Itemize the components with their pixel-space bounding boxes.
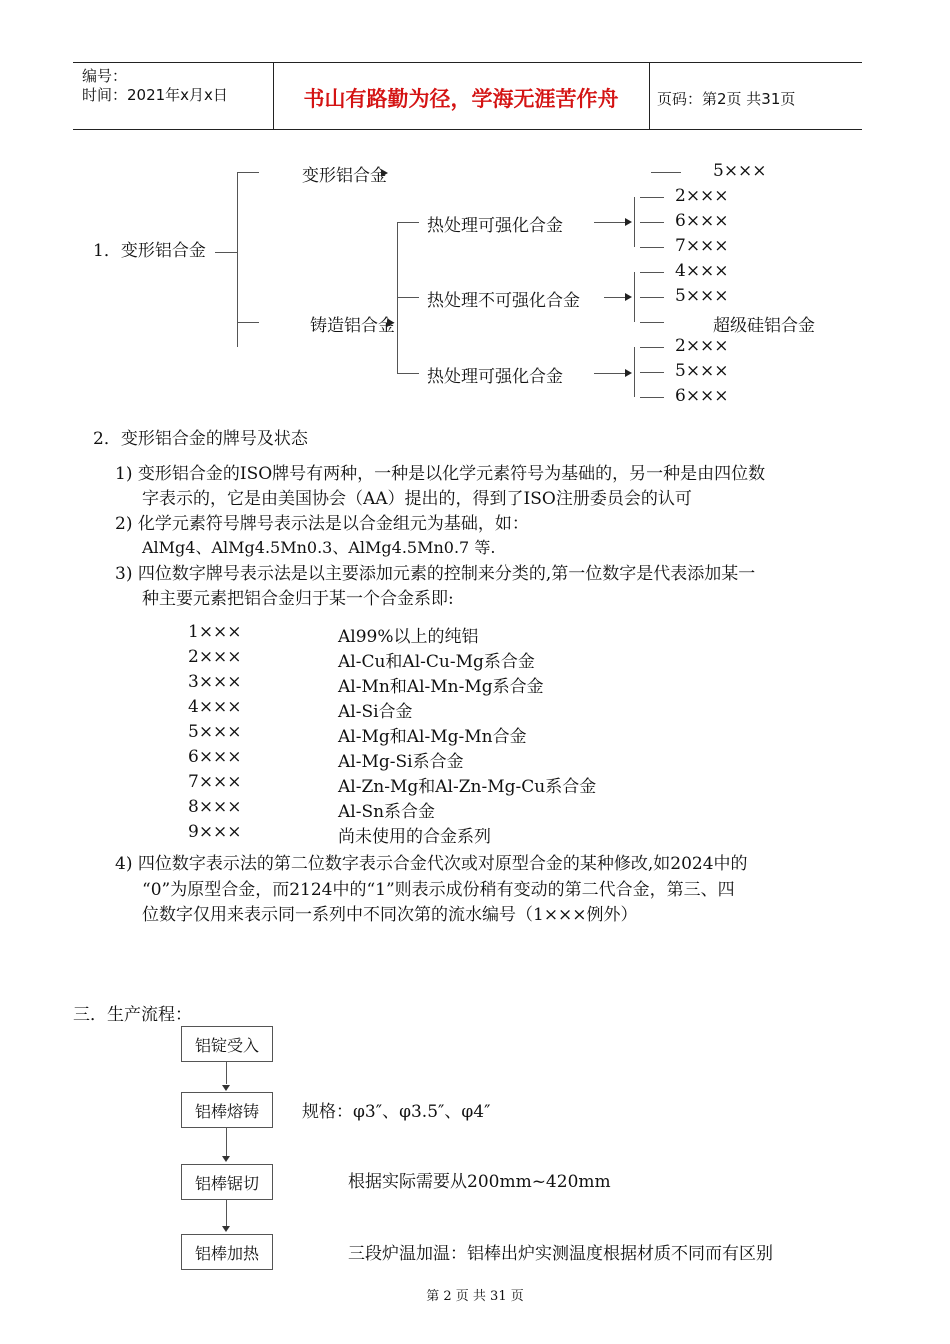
tree-line [215, 252, 237, 253]
paragraph-line: 4) 四位数字表示法的第二位数字表示合金代次或对原型合金的某种修改,如2024中的 [115, 854, 748, 874]
tree-line [651, 172, 681, 173]
flow-step-label: 铝棒锯切 [194, 1173, 259, 1193]
page-number-label: 页码：第2页 共31页 [657, 90, 796, 108]
paragraph-line: 位数字仅用来表示同一系列中不同次第的流水编号（1×××例外） [142, 905, 638, 925]
series-description: Al-Cu和Al-Cu-Mg系合金 [338, 652, 535, 672]
non-heat-treatable-label: 热处理不可强化合金 [427, 291, 580, 311]
series-description: Al-Sn系合金 [338, 802, 436, 822]
tree-bracket [634, 197, 635, 247]
group3-item: 2××× [675, 336, 729, 356]
series-code: 5××× [188, 722, 242, 742]
group1-item: 7××× [675, 236, 729, 256]
tree-line [640, 247, 664, 248]
tree-line [397, 222, 419, 223]
series-code: 2××× [188, 647, 242, 667]
group3-item: 6××× [675, 386, 729, 406]
series-code: 1××× [188, 622, 242, 642]
paragraph-line: 字表示的，它是由美国协会（AA）提出的，得到了ISO注册委员会的认可 [142, 489, 692, 509]
tree-line [594, 222, 626, 223]
flow-step-label: 铝棒加热 [194, 1243, 259, 1263]
group1-item: 6××× [675, 211, 729, 231]
arrow-icon [625, 369, 632, 377]
tree-branch-cast: 铸造铝合金 [310, 316, 395, 336]
flow-step-label: 铝棒熔铸 [194, 1101, 259, 1121]
flow-step-box [181, 1026, 273, 1062]
paragraph-line: 1) 变形铝合金的ISO牌号有两种，一种是以化学元素符号为基础的，另一种是由四位数 [115, 464, 766, 484]
paragraph-line: AlMg4、AlMg4.5Mn0.3、AlMg4.5Mn0.7 等. [142, 538, 496, 557]
paragraph-line: “0”为原型合金，而2124中的“1”则表示成份稍有变动的第二代合金，第三、四 [142, 880, 735, 900]
series-description: Al-Si合金 [338, 702, 413, 722]
flow-connector [226, 1128, 227, 1156]
flow-step-box [181, 1092, 273, 1128]
tree-line [640, 322, 664, 323]
flow-step-box [181, 1234, 273, 1270]
tree-root-label: 1．变形铝合金 [93, 241, 206, 261]
document-time-label: 时间：2021年x月x日 [82, 86, 228, 104]
series-description: Al-Mn和Al-Mn-Mg系合金 [338, 677, 544, 697]
arrow-icon [381, 169, 388, 177]
tree-line [237, 172, 259, 173]
down-arrow-icon [222, 1156, 230, 1162]
series-description: 尚未使用的合金系列 [338, 827, 491, 847]
section-heading: 三．生产流程： [73, 1005, 192, 1025]
document-number-label: 编号： [82, 67, 128, 85]
series-description: Al-Mg-Si系合金 [338, 752, 464, 772]
group2-item: 4××× [675, 261, 729, 281]
flow-step-box [181, 1164, 273, 1200]
tree-line [640, 372, 664, 373]
series-code: 4××× [188, 697, 242, 717]
flow-step-note: 三段炉温加温：铝棒出炉实测温度根据材质不同而有区别 [348, 1244, 773, 1264]
series-code: 9××× [188, 822, 242, 842]
heat-treatable-label: 热处理可强化合金 [427, 216, 563, 236]
tree-line [640, 197, 664, 198]
paragraph-line: 2) 化学元素符号牌号表示法是以合金组元为基础，如： [115, 514, 529, 534]
down-arrow-icon [222, 1085, 230, 1091]
tree-line [237, 322, 259, 323]
tree-line [640, 272, 664, 273]
section-heading: 2．变形铝合金的牌号及状态 [93, 429, 308, 449]
tree-line [397, 297, 419, 298]
group1-item: 2××× [675, 186, 729, 206]
paragraph-line: 种主要元素把铝合金归于某一个合金系即: [142, 589, 454, 609]
tree-line [397, 373, 419, 374]
group3-item: 5××× [675, 361, 729, 381]
tree-bracket [634, 347, 635, 397]
group2-item: 超级硅铝合金 [713, 316, 815, 336]
header-divider [649, 63, 650, 129]
flow-step-note: 根据实际需要从200mm~420mm [348, 1172, 611, 1192]
paragraph-line: 3) 四位数字牌号表示法是以主要添加元素的控制来分类的,第一位数字是代表添加某一 [115, 564, 756, 584]
series-code: 7××× [188, 772, 242, 792]
arrow-icon [625, 218, 632, 226]
flow-connector [226, 1062, 227, 1084]
flow-step-note: 规格：φ3″、φ3.5″、φ4″ [302, 1102, 491, 1122]
flow-connector [226, 1200, 227, 1226]
arrow-icon [625, 293, 632, 301]
series-code: 8××× [188, 797, 242, 817]
page-header [73, 62, 862, 130]
tree-bracket [237, 172, 238, 347]
arrow-icon [387, 319, 394, 327]
tree-line [640, 347, 664, 348]
series-top-label: 5××× [713, 161, 767, 181]
tree-bracket [634, 272, 635, 322]
flow-step-label: 铝锭受入 [194, 1035, 259, 1055]
series-description: Al99%以上的纯铝 [338, 627, 479, 647]
tree-line [640, 397, 664, 398]
tree-line [604, 297, 626, 298]
tree-branch-wrought: 变形铝合金 [302, 166, 387, 186]
tree-line [594, 373, 626, 374]
header-motto: 书山有路勤为径，学海无涯苦作舟 [303, 87, 619, 111]
heat-treatable-label: 热处理可强化合金 [427, 367, 563, 387]
tree-line [640, 222, 664, 223]
series-code: 6××× [188, 747, 242, 767]
group2-item: 5××× [675, 286, 729, 306]
down-arrow-icon [222, 1226, 230, 1232]
tree-bracket [397, 222, 398, 374]
page-footer: 第 2 页 共 31 页 [426, 1289, 524, 1304]
series-description: Al-Mg和Al-Mg-Mn合金 [338, 727, 527, 747]
series-code: 3××× [188, 672, 242, 692]
tree-line [640, 297, 664, 298]
series-description: Al-Zn-Mg和Al-Zn-Mg-Cu系合金 [338, 777, 597, 797]
